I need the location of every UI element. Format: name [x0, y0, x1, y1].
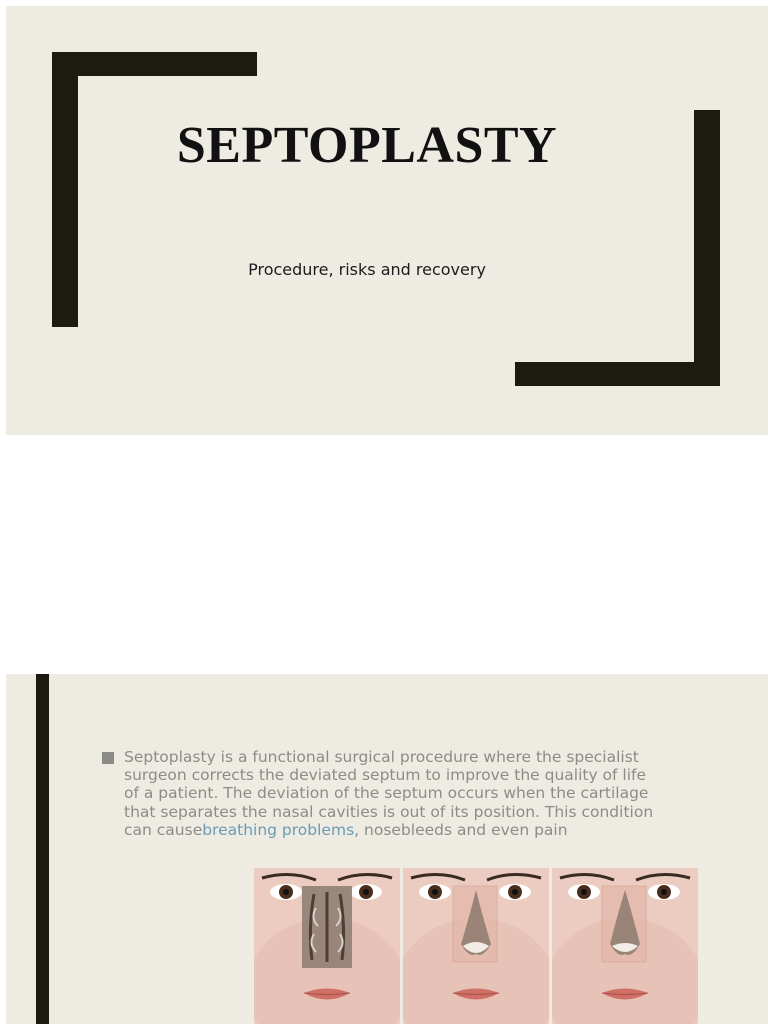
- nose-anatomy-face-image: [254, 868, 400, 1024]
- square-bullet-icon: [102, 752, 114, 764]
- left-accent-bar: [36, 674, 49, 1024]
- bracket-top-left-vertical: [52, 52, 78, 327]
- bullet-text-end: , nosebleeds and even pain: [354, 820, 568, 839]
- slide-title: SEPTOPLASTY: [176, 117, 558, 174]
- content-slide: [6, 674, 768, 1024]
- bullet-text-start: Septoplasty is a functional surgical procedure where the specialist surgeon corrects the deviated septum to improve the quality of life of a patient. The deviation of the septum occurs when the cartilage that separates the nasal cavities is out of its position. This condition can cause: [124, 748, 654, 839]
- bullet-paragraph: [124, 748, 662, 839]
- bullet-item: [102, 748, 662, 839]
- nose-septum-face-image: [403, 868, 549, 1024]
- breathing-problems-link[interactable]: breathing problems: [202, 820, 355, 839]
- bracket-bottom-right-horizontal: [515, 362, 720, 386]
- nose-corrected-face-image: [552, 868, 698, 1024]
- slide-subtitle: Procedure, risks and recovery: [248, 260, 486, 279]
- face-image-strip: [254, 868, 701, 1024]
- bracket-top-left-horizontal: [52, 52, 257, 76]
- title-slide: [6, 6, 768, 435]
